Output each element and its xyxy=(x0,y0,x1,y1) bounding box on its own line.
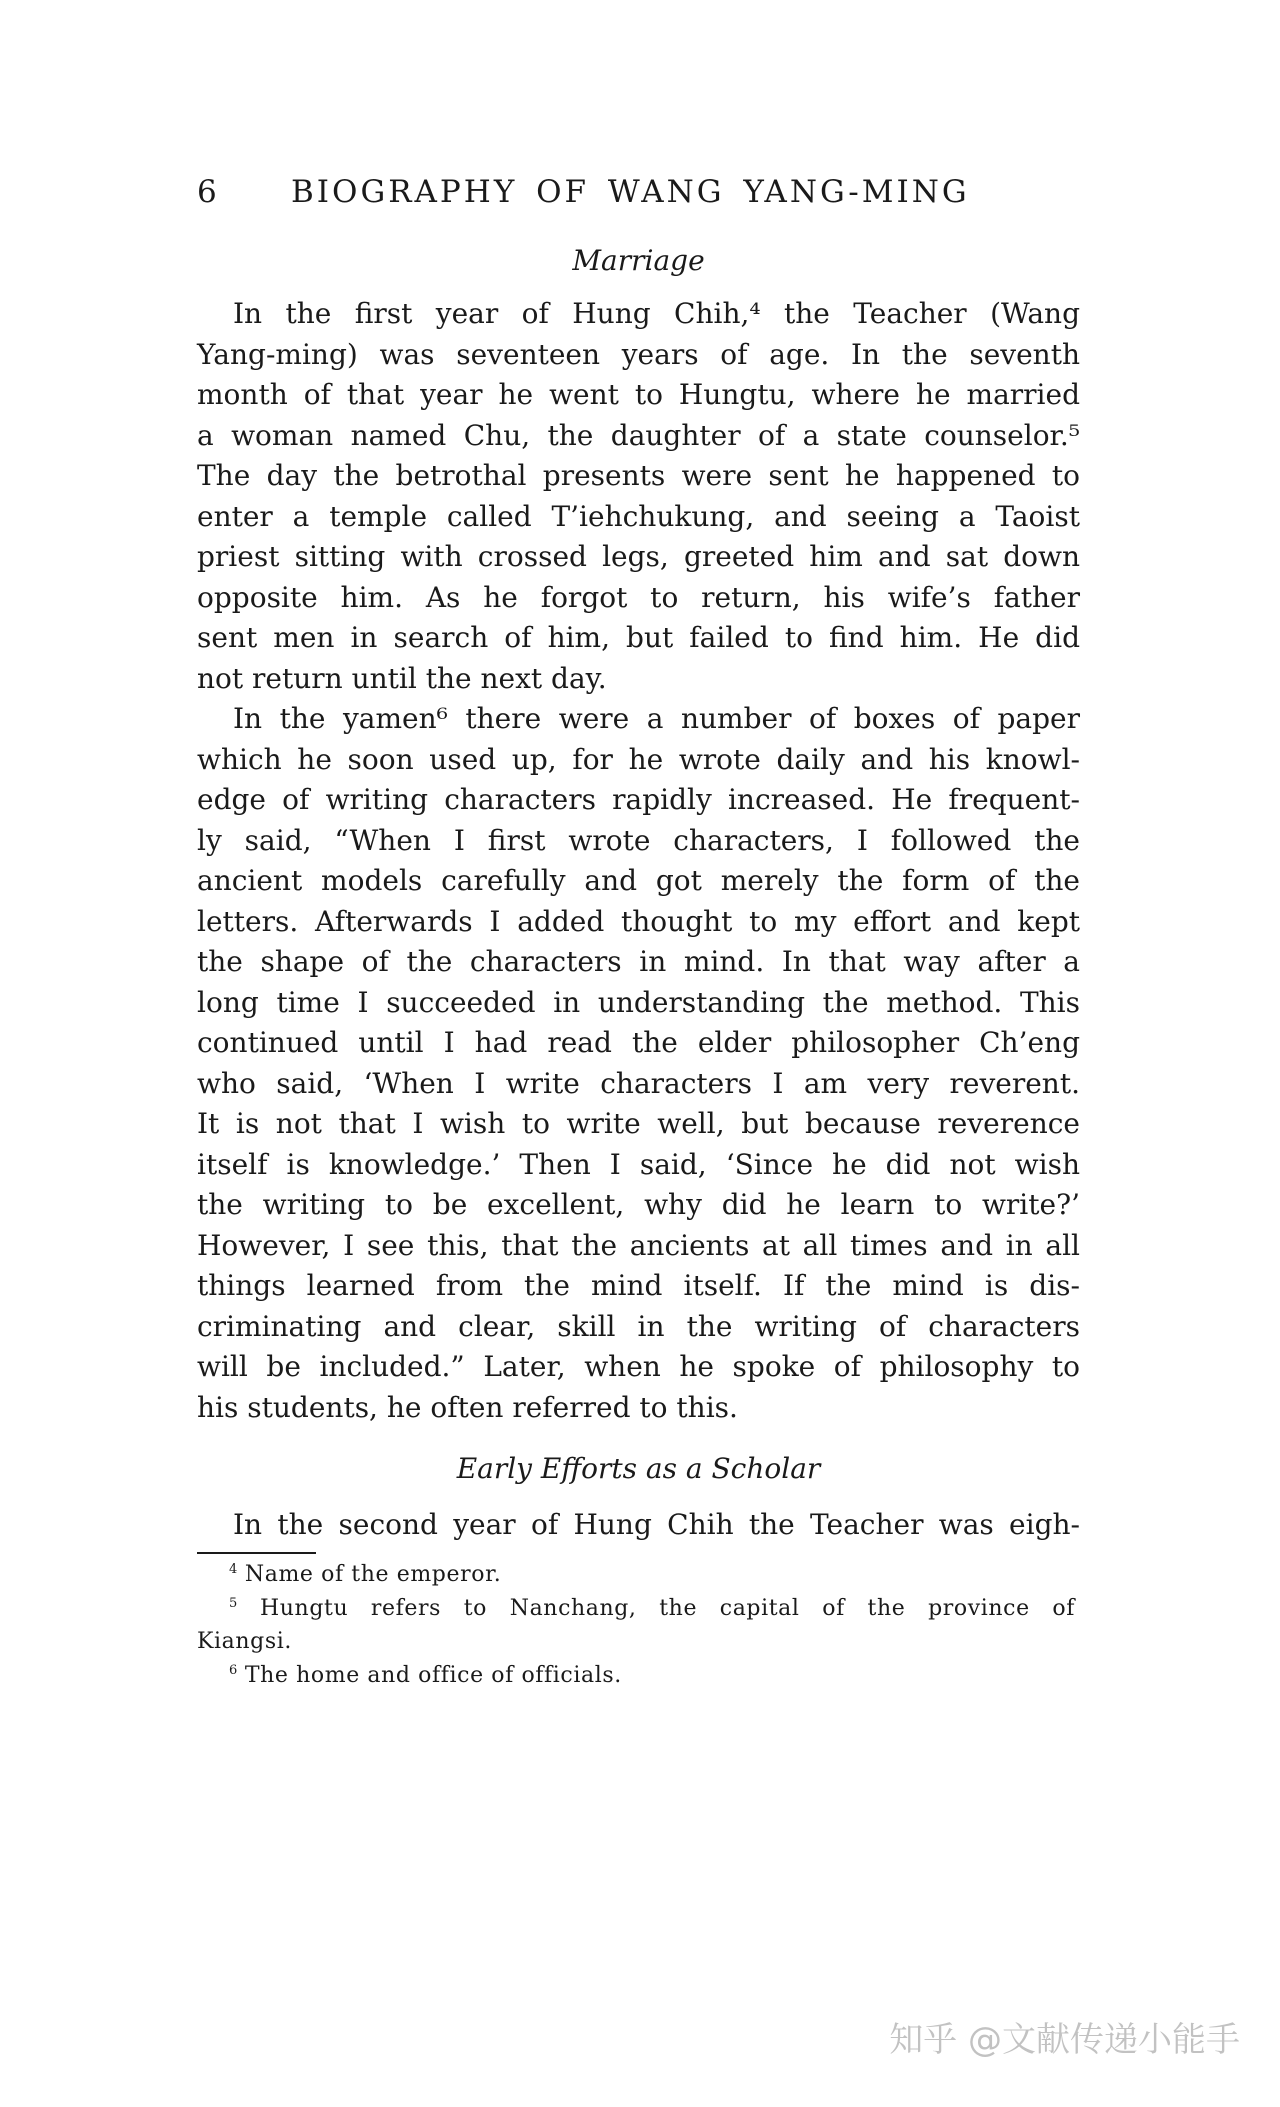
section-body-early-efforts xyxy=(197,1505,1080,1546)
paragraph-line: Yang-ming) was seventeen years of age. In the seventh xyxy=(197,337,1080,371)
paragraph-line: In the yamen⁶ there were a number of boxes of paper xyxy=(233,702,1080,735)
paragraph xyxy=(197,1505,1080,1546)
paragraph-line: In the first year of Hung Chih,⁴ the Teacher (Wang xyxy=(233,297,1080,330)
paragraph-line: However, I see this, that the ancients at all times and in all xyxy=(197,1228,1080,1262)
paragraph-line: sent men in search of him, but failed to find him. He did xyxy=(197,621,1080,654)
footnote-line xyxy=(197,1558,1075,1592)
paragraph-line: edge of writing characters rapidly increased. He frequent- xyxy=(197,783,1080,816)
paragraph-line: priest sitting with crossed legs, greeted him and sat down xyxy=(197,540,1080,573)
paragraph-line: will be included.” Later, when he spoke of philosophy to xyxy=(197,1350,1080,1383)
watermark: 知乎 @文献传递小能手 xyxy=(889,2020,1240,2060)
paragraph-line: his students, he often referred to this. xyxy=(197,1390,738,1424)
paragraph-line: itself is knowledge.’ Then I said, ‘Since he did not wish xyxy=(197,1147,1080,1181)
paragraph-line: which he soon used up, for he wrote daily and his knowl- xyxy=(197,742,1080,776)
footnote-4 xyxy=(197,1558,1075,1592)
paragraph-line: The day the betrothal presents were sent he happened to xyxy=(197,459,1080,492)
footnote-rule xyxy=(197,1552,316,1554)
footnote-text: The home and office of officials. xyxy=(244,1662,622,1688)
section-body-marriage xyxy=(197,294,1080,1428)
footnote-marker: 6 xyxy=(229,1662,238,1678)
footnote-marker: 5 xyxy=(229,1595,238,1611)
footnote-marker: 4 xyxy=(229,1562,238,1577)
paragraph xyxy=(197,294,1080,699)
paragraph-line: the shape of the characters in mind. In that way after a xyxy=(197,945,1080,978)
section-heading-marriage: Marriage xyxy=(572,244,705,277)
paragraph-line: It is not that I wish to write well, but because reverence xyxy=(197,1107,1080,1140)
paragraph-line: opposite him. As he forgot to return, his wife’s father xyxy=(197,580,1080,614)
paragraph xyxy=(197,699,1080,1428)
footnote-text: Hungtu refers to Nanchang, the capital of the province of xyxy=(260,1595,1076,1621)
paragraph-line: ly said, “When I first wrote characters, I followed the xyxy=(197,823,1080,857)
footnote-line: Kiangsi. xyxy=(197,1629,292,1654)
paragraph-line: In the second year of Hung Chih the Teacher was eigh- xyxy=(233,1508,1080,1541)
footnote-5 xyxy=(197,1592,1075,1659)
paragraph-line: criminating and clear, skill in the writing of characters xyxy=(197,1309,1080,1343)
paragraph-line: continued until I had read the elder philosopher Ch’eng xyxy=(197,1026,1080,1059)
footnote-text: Name of the emperor. xyxy=(244,1562,502,1587)
page-number: 6 xyxy=(197,174,217,210)
paragraph-line: who said, ‘When I write characters I am very reverent. xyxy=(197,1066,1080,1100)
paragraph-line: a woman named Chu, the daughter of a state counselor.⁵ xyxy=(197,418,1080,452)
paragraph-line: things learned from the mind itself. If the mind is dis- xyxy=(197,1269,1080,1302)
paragraph-line: ancient models carefully and got merely the form of the xyxy=(197,864,1080,897)
paragraph-line: not return until the next day. xyxy=(197,661,607,695)
footnote-6 xyxy=(197,1659,1075,1693)
paragraph-line: letters. Afterwards I added thought to my effort and kept xyxy=(197,904,1080,938)
paragraph-line: enter a temple called T’iehchukung, and seeing a Taoist xyxy=(197,499,1080,533)
running-head: BIOGRAPHY OF WANG YANG-MING xyxy=(291,174,970,210)
footnote-line xyxy=(197,1592,1075,1626)
section-heading-early-efforts: Early Efforts as a Scholar xyxy=(456,1452,821,1485)
footnote-line xyxy=(197,1659,1075,1693)
footnotes xyxy=(197,1558,1075,1692)
paragraph-line: the writing to be excellent, why did he learn to write?’ xyxy=(197,1188,1080,1221)
paragraph-line: month of that year he went to Hungtu, where he married xyxy=(197,378,1080,411)
paragraph-line: long time I succeeded in understanding the method. This xyxy=(197,985,1080,1019)
